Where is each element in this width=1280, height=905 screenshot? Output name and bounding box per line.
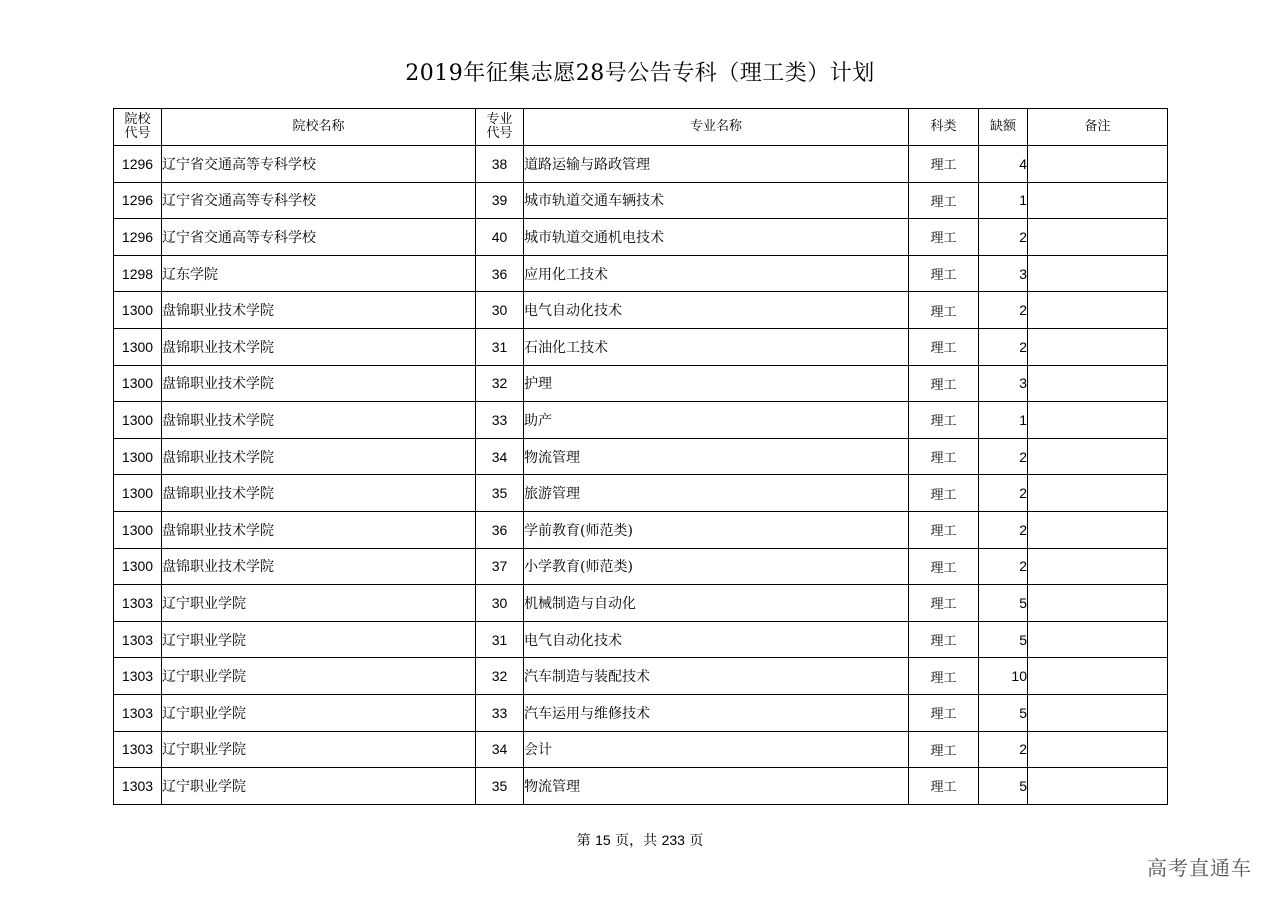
- table-row: [114, 511, 1168, 548]
- table-row: [114, 548, 1168, 585]
- major-code-cell: 31: [476, 621, 524, 658]
- major-code-cell: 34: [476, 731, 524, 768]
- major-name-cell: 石油化工技术: [524, 328, 909, 365]
- major-code-cell: 33: [476, 694, 524, 731]
- page-number: 15: [595, 832, 611, 848]
- school-code-cell: 1303: [114, 658, 162, 695]
- vacancies-cell: 1: [979, 182, 1028, 219]
- school-name-cell: 辽宁职业学院: [162, 694, 476, 731]
- major-name-cell: 小学教育(师范类): [524, 548, 909, 585]
- table-row: [114, 328, 1168, 365]
- major-name-cell: 旅游管理: [524, 475, 909, 512]
- major-name-cell: 应用化工技术: [524, 255, 909, 292]
- page-footer: 第 15 页，共 233 页: [576, 832, 704, 849]
- major-name-cell: 学前教育(师范类): [524, 511, 909, 548]
- category-cell: 理工: [909, 694, 979, 731]
- school-name-cell: 盘锦职业技术学院: [162, 402, 476, 439]
- header-major-name: 专业名称: [524, 109, 909, 146]
- vacancies-cell: 1: [979, 402, 1028, 439]
- major-code-cell: 33: [476, 402, 524, 439]
- school-code-cell: 1303: [114, 621, 162, 658]
- vacancies-cell: 5: [979, 621, 1028, 658]
- remarks-cell: [1028, 621, 1168, 658]
- school-name-cell: 辽宁省交通高等专科学校: [162, 219, 476, 256]
- remarks-cell: [1028, 365, 1168, 402]
- school-name-cell: 盘锦职业技术学院: [162, 475, 476, 512]
- table-row: [114, 731, 1168, 768]
- school-name-cell: 盘锦职业技术学院: [162, 438, 476, 475]
- remarks-cell: [1028, 658, 1168, 695]
- vacancies-cell: 2: [979, 438, 1028, 475]
- school-name-cell: 辽宁职业学院: [162, 658, 476, 695]
- school-code-cell: 1300: [114, 511, 162, 548]
- category-cell: 理工: [909, 328, 979, 365]
- major-name-cell: 会计: [524, 731, 909, 768]
- page-title: 2019年征集志愿28号公告专科（理工类）计划: [405, 61, 875, 86]
- table-row: [114, 768, 1168, 805]
- category-cell: 理工: [909, 585, 979, 622]
- school-name-cell: 盘锦职业技术学院: [162, 292, 476, 329]
- school-name-cell: 盘锦职业技术学院: [162, 548, 476, 585]
- vacancies-cell: 5: [979, 768, 1028, 805]
- school-name-cell: 辽宁省交通高等专科学校: [162, 146, 476, 183]
- school-name-cell: 辽宁职业学院: [162, 731, 476, 768]
- vacancies-cell: 5: [979, 585, 1028, 622]
- vacancies-cell: 2: [979, 475, 1028, 512]
- vacancies-cell: 2: [979, 511, 1028, 548]
- major-name-cell: 助产: [524, 402, 909, 439]
- school-name-cell: 盘锦职业技术学院: [162, 365, 476, 402]
- category-cell: 理工: [909, 768, 979, 805]
- table-row: [114, 475, 1168, 512]
- school-code-cell: 1296: [114, 182, 162, 219]
- vacancies-cell: 5: [979, 694, 1028, 731]
- major-code-cell: 31: [476, 328, 524, 365]
- school-code-cell: 1303: [114, 585, 162, 622]
- school-code-cell: 1300: [114, 548, 162, 585]
- major-code-cell: 37: [476, 548, 524, 585]
- school-code-cell: 1300: [114, 292, 162, 329]
- table-row: [114, 292, 1168, 329]
- remarks-cell: [1028, 475, 1168, 512]
- vacancies-cell: 3: [979, 365, 1028, 402]
- table-row: [114, 219, 1168, 256]
- remarks-cell: [1028, 219, 1168, 256]
- school-code-cell: 1298: [114, 255, 162, 292]
- watermark: 高考直通车: [1147, 856, 1252, 880]
- remarks-cell: [1028, 292, 1168, 329]
- category-cell: 理工: [909, 292, 979, 329]
- table-row: [114, 438, 1168, 475]
- school-code-cell: 1296: [114, 219, 162, 256]
- table-row: [114, 694, 1168, 731]
- school-name-cell: 盘锦职业技术学院: [162, 328, 476, 365]
- major-code-cell: 35: [476, 475, 524, 512]
- table-row: [114, 182, 1168, 219]
- school-name-cell: 辽宁职业学院: [162, 585, 476, 622]
- vacancies-cell: 2: [979, 328, 1028, 365]
- header-school-name: 院校名称: [162, 109, 476, 146]
- total-pages: 233: [661, 832, 685, 848]
- table-row: [114, 402, 1168, 439]
- plan-table: [113, 108, 1168, 805]
- major-name-cell: 护理: [524, 365, 909, 402]
- header-row: [114, 109, 1168, 146]
- category-cell: 理工: [909, 182, 979, 219]
- school-name-cell: 辽宁省交通高等专科学校: [162, 182, 476, 219]
- school-code-cell: 1303: [114, 731, 162, 768]
- category-cell: 理工: [909, 511, 979, 548]
- remarks-cell: [1028, 548, 1168, 585]
- header-major-code: 专业 代号: [476, 109, 524, 146]
- remarks-cell: [1028, 255, 1168, 292]
- major-name-cell: 机械制造与自动化: [524, 585, 909, 622]
- vacancies-cell: 3: [979, 255, 1028, 292]
- major-code-cell: 32: [476, 658, 524, 695]
- major-name-cell: 物流管理: [524, 768, 909, 805]
- table-row: [114, 255, 1168, 292]
- major-code-cell: 34: [476, 438, 524, 475]
- vacancies-cell: 2: [979, 731, 1028, 768]
- vacancies-cell: 2: [979, 548, 1028, 585]
- category-cell: 理工: [909, 475, 979, 512]
- major-code-cell: 39: [476, 182, 524, 219]
- remarks-cell: [1028, 585, 1168, 622]
- school-code-cell: 1300: [114, 438, 162, 475]
- school-code-cell: 1300: [114, 402, 162, 439]
- category-cell: 理工: [909, 219, 979, 256]
- major-name-cell: 汽车运用与维修技术: [524, 694, 909, 731]
- major-name-cell: 电气自动化技术: [524, 621, 909, 658]
- header-vacancies: 缺额: [979, 109, 1028, 146]
- remarks-cell: [1028, 731, 1168, 768]
- major-code-cell: 30: [476, 585, 524, 622]
- school-name-cell: 辽宁职业学院: [162, 768, 476, 805]
- header-category: 科类: [909, 109, 979, 146]
- major-name-cell: 汽车制造与装配技术: [524, 658, 909, 695]
- vacancies-cell: 4: [979, 146, 1028, 183]
- major-code-cell: 40: [476, 219, 524, 256]
- header-school-code: 院校 代号: [114, 109, 162, 146]
- category-cell: 理工: [909, 402, 979, 439]
- major-code-cell: 30: [476, 292, 524, 329]
- remarks-cell: [1028, 402, 1168, 439]
- school-code-cell: 1300: [114, 365, 162, 402]
- major-code-cell: 36: [476, 511, 524, 548]
- remarks-cell: [1028, 328, 1168, 365]
- major-code-cell: 32: [476, 365, 524, 402]
- remarks-cell: [1028, 182, 1168, 219]
- school-code-cell: 1296: [114, 146, 162, 183]
- school-name-cell: 辽东学院: [162, 255, 476, 292]
- major-code-cell: 38: [476, 146, 524, 183]
- category-cell: 理工: [909, 548, 979, 585]
- remarks-cell: [1028, 146, 1168, 183]
- table-row: [114, 621, 1168, 658]
- table-row: [114, 585, 1168, 622]
- major-code-cell: 36: [476, 255, 524, 292]
- category-cell: 理工: [909, 255, 979, 292]
- school-code-cell: 1300: [114, 328, 162, 365]
- school-name-cell: 盘锦职业技术学院: [162, 511, 476, 548]
- vacancies-cell: 10: [979, 658, 1028, 695]
- vacancies-cell: 2: [979, 219, 1028, 256]
- category-cell: 理工: [909, 658, 979, 695]
- major-name-cell: 道路运输与路政管理: [524, 146, 909, 183]
- remarks-cell: [1028, 694, 1168, 731]
- major-name-cell: 城市轨道交通机电技术: [524, 219, 909, 256]
- category-cell: 理工: [909, 731, 979, 768]
- table-row: [114, 658, 1168, 695]
- school-name-cell: 辽宁职业学院: [162, 621, 476, 658]
- major-name-cell: 电气自动化技术: [524, 292, 909, 329]
- school-code-cell: 1303: [114, 694, 162, 731]
- major-code-cell: 35: [476, 768, 524, 805]
- school-code-cell: 1303: [114, 768, 162, 805]
- category-cell: 理工: [909, 438, 979, 475]
- remarks-cell: [1028, 511, 1168, 548]
- header-remarks: 备注: [1028, 109, 1168, 146]
- remarks-cell: [1028, 438, 1168, 475]
- category-cell: 理工: [909, 146, 979, 183]
- major-name-cell: 物流管理: [524, 438, 909, 475]
- major-name-cell: 城市轨道交通车辆技术: [524, 182, 909, 219]
- table-row: [114, 146, 1168, 183]
- vacancies-cell: 2: [979, 292, 1028, 329]
- category-cell: 理工: [909, 365, 979, 402]
- table-row: [114, 365, 1168, 402]
- school-code-cell: 1300: [114, 475, 162, 512]
- category-cell: 理工: [909, 621, 979, 658]
- remarks-cell: [1028, 768, 1168, 805]
